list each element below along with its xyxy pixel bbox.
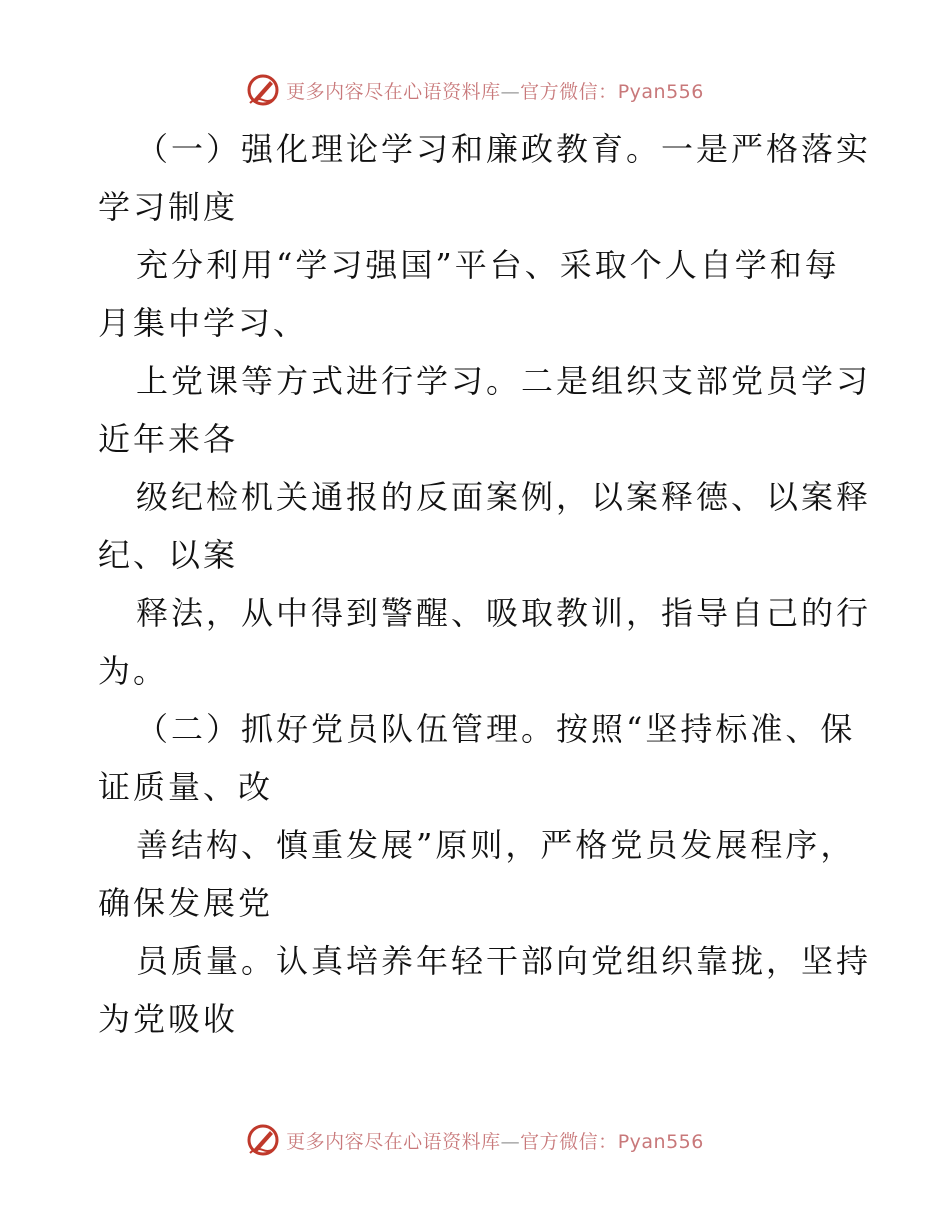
watermark-wechat-label: 官方微信： <box>520 80 618 103</box>
watermark-wechat-id: Pyan556 <box>617 1130 704 1153</box>
paragraph-line: 近年来各 <box>98 420 239 458</box>
paragraph-line: 确保发展党 <box>98 884 274 922</box>
watermark-site-text: 更多内容尽在心语资料库 <box>286 1130 501 1153</box>
paragraph-line: 级纪检机关通报的反面案例，以案释德、以案释 <box>136 478 872 516</box>
paragraph-line: 月集中学习、 <box>98 304 309 342</box>
paragraph-line: （一）强化理论学习和廉政教育。一是严格落实 <box>136 130 872 168</box>
watermark-text <box>286 1127 704 1154</box>
watermark-site-text: 更多内容尽在心语资料库 <box>286 80 501 103</box>
paragraph-line: 为党吸收 <box>98 1000 239 1038</box>
paragraph-line: 释法，从中得到警醒、吸取教训，指导自己的行 <box>136 594 872 632</box>
watermark-separator: — <box>500 1130 521 1153</box>
watermark-wechat-label: 官方微信： <box>520 1130 618 1153</box>
paragraph-line: 证质量、改 <box>98 768 274 806</box>
paragraph-line: 员质量。认真培养年轻干部向党组织靠拢，坚持 <box>136 942 872 980</box>
footer-watermark <box>0 1120 950 1160</box>
paragraph-line: 善结构、慎重发展”原则，严格党员发展程序， <box>136 826 856 864</box>
watermark-separator: — <box>500 80 521 103</box>
paragraph-line: （二）抓好党员队伍管理。按照“坚持标准、保 <box>136 710 856 748</box>
seal-logo-icon <box>246 1123 280 1157</box>
document-body <box>98 120 872 1048</box>
paragraph-line: 上党课等方式进行学习。二是组织支部党员学习 <box>136 362 872 400</box>
seal-logo-icon <box>246 73 280 107</box>
watermark-text <box>286 77 704 104</box>
paragraph-line: 为。 <box>98 652 169 690</box>
watermark-wechat-id: Pyan556 <box>617 80 704 103</box>
paragraph-line: 充分利用“学习强国”平台、采取个人自学和每 <box>136 246 840 284</box>
paragraph-line: 学习制度 <box>98 188 239 226</box>
paragraph-line: 纪、以案 <box>98 536 239 574</box>
header-watermark <box>0 70 950 110</box>
